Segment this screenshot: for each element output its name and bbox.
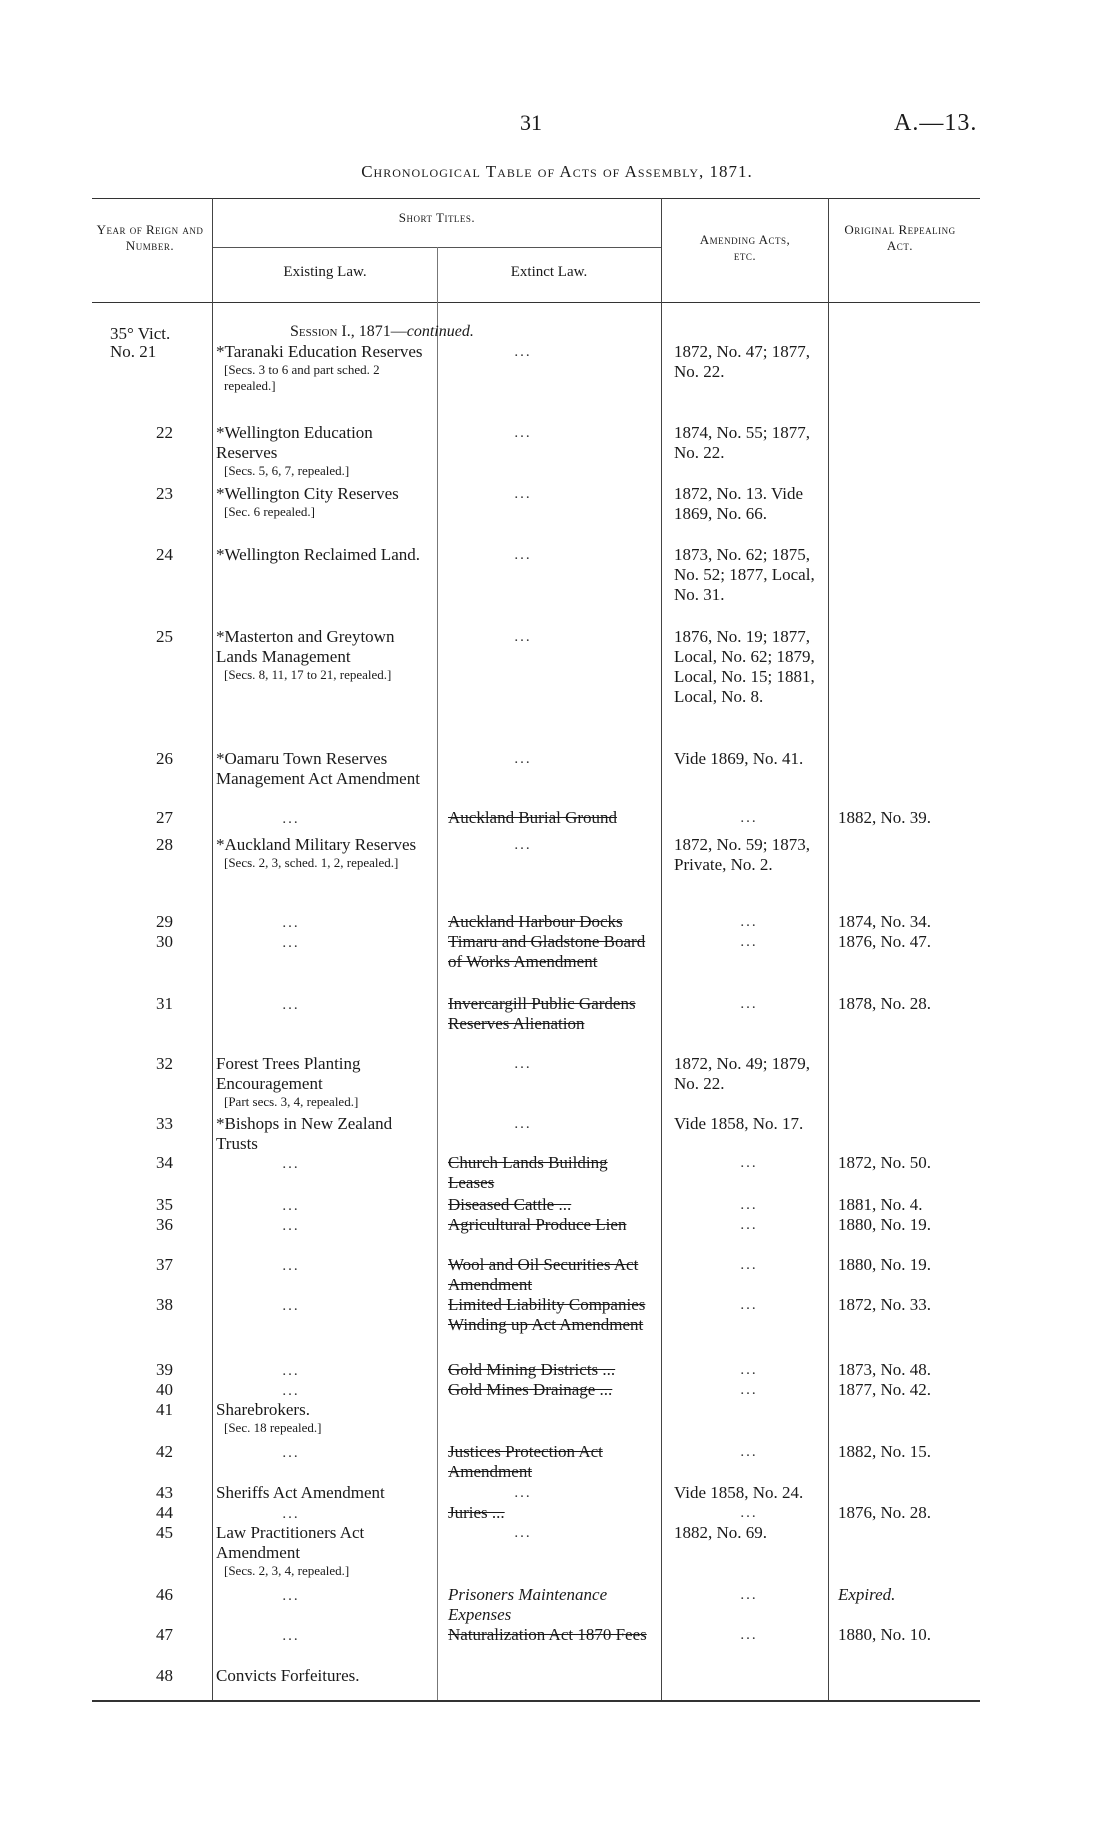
existing-title: ... <box>282 1383 300 1399</box>
page-number: 31 <box>520 110 542 135</box>
amending-acts: ... <box>740 1627 758 1643</box>
repealing-act: 1877, No. 42. <box>838 1380 932 1399</box>
existing-title: *Wellington Education Reserves <box>216 423 373 462</box>
existing-law <box>216 749 430 789</box>
existing-title: ... <box>282 1298 300 1314</box>
existing-title: ... <box>282 997 300 1013</box>
act-number: 24 <box>156 545 173 564</box>
amending-acts: ... <box>740 1444 758 1460</box>
act-number: 36 <box>156 1215 173 1234</box>
extinct-law: ... <box>514 751 532 767</box>
extinct-law: ... <box>514 1116 532 1132</box>
extinct-law: ... <box>514 547 532 563</box>
act-number: 39 <box>156 1360 173 1379</box>
extinct-law: ... <box>514 629 532 645</box>
act-number: 28 <box>156 835 173 854</box>
extinct-law: ... <box>514 1525 532 1541</box>
extinct-law: Naturalization Act 1870 Fees <box>448 1625 647 1644</box>
extinct-law: ... <box>514 837 532 853</box>
repeal-note: [Sec. 18 repealed.] <box>224 1420 322 1435</box>
column-divider <box>437 247 438 1700</box>
repealing-act: 1880, No. 19. <box>838 1255 932 1274</box>
existing-law <box>216 423 430 479</box>
act-number: 32 <box>156 1054 173 1073</box>
repealing-act: 1874, No. 34. <box>838 912 932 931</box>
existing-title: ... <box>282 935 300 951</box>
table-top-rule <box>92 198 980 199</box>
session-label: Session I., 1871—continued. <box>290 323 474 340</box>
amending-acts: 1876, No. 19; 1877, Local, No. 62; 1879, Local, No. 15; 1881, Local, No. 8. <box>674 627 815 706</box>
repealing-act: 1880, No. 19. <box>838 1215 932 1234</box>
extinct-law: ... <box>514 344 532 360</box>
extinct-law: Auckland Burial Ground <box>448 808 618 827</box>
existing-law <box>216 1195 366 1216</box>
existing-title: ... <box>282 1445 300 1461</box>
existing-law <box>216 1215 366 1236</box>
repeal-note: [Part secs. 3, 4, repealed.] <box>224 1094 359 1109</box>
extinct-law: Church Lands Building Leases <box>448 1153 608 1192</box>
act-number: No. 21 <box>110 342 157 361</box>
repealing-act: 1872, No. 33. <box>838 1295 932 1314</box>
existing-title: Sheriffs Act Amendment <box>216 1483 385 1502</box>
repeal-note: [Secs. 8, 11, 17 to 21, repealed.] <box>224 667 392 682</box>
existing-title: ... <box>282 915 300 931</box>
act-number: 47 <box>156 1625 173 1644</box>
existing-title: *Wellington City Reserves <box>216 484 399 503</box>
existing-title: *Taranaki Education Reserves <box>216 342 423 361</box>
existing-title: Law Practitioners Act Amendment <box>216 1523 365 1562</box>
act-number: 35 <box>156 1195 173 1214</box>
act-number: 48 <box>156 1666 173 1685</box>
repealing-act: 1882, No. 39. <box>838 808 932 827</box>
existing-title: ... <box>282 811 300 827</box>
extinct-law: ... <box>514 1056 532 1072</box>
amending-acts: ... <box>740 934 758 950</box>
act-number: 33 <box>156 1114 173 1133</box>
act-number: 42 <box>156 1442 173 1461</box>
amending-acts: 1872, No. 47; 1877, No. 22. <box>674 342 810 381</box>
existing-law <box>216 1255 366 1276</box>
amending-acts: ... <box>740 996 758 1012</box>
existing-title: ... <box>282 1198 300 1214</box>
repeal-note: [Secs. 2, 3, 4, repealed.] <box>224 1563 350 1578</box>
repealing-act: 1873, No. 48. <box>838 1360 932 1379</box>
act-number: 26 <box>156 749 173 768</box>
column-divider <box>661 198 662 1700</box>
existing-law <box>216 1054 430 1110</box>
header-repealing: Original Repealing Act. <box>844 222 956 253</box>
amending-acts: Vide 1858, No. 17. <box>674 1114 804 1133</box>
existing-law <box>216 1114 430 1154</box>
extinct-law: Gold Mining Districts ... <box>448 1360 616 1379</box>
amending-acts: ... <box>740 1197 758 1213</box>
existing-law <box>216 1400 430 1436</box>
extinct-law: Limited Liability Companies Winding up Act Amendment <box>448 1295 646 1334</box>
existing-title: ... <box>282 1363 300 1379</box>
act-number: 45 <box>156 1523 173 1542</box>
extinct-law: Diseased Cattle ... <box>448 1195 572 1214</box>
existing-law <box>216 808 366 829</box>
existing-title: Forest Trees Planting Encouragement <box>216 1054 361 1093</box>
amending-acts: 1874, No. 55; 1877, No. 22. <box>674 423 810 462</box>
act-number: 31 <box>156 994 173 1013</box>
amending-acts: ... <box>740 1505 758 1521</box>
existing-title: ... <box>282 1156 300 1172</box>
existing-law <box>216 994 366 1015</box>
amending-acts: ... <box>740 1587 758 1603</box>
header-amending: Amending Acts, etc. <box>699 232 791 263</box>
existing-title: *Oamaru Town Reserves Management Act Amendment <box>216 749 420 788</box>
amending-acts: ... <box>740 1362 758 1378</box>
existing-title: ... <box>282 1628 300 1644</box>
existing-title: *Wellington Reclaimed Land. <box>216 545 420 564</box>
amending-acts: ... <box>740 914 758 930</box>
act-number: 38 <box>156 1295 173 1314</box>
act-number: 41 <box>156 1400 173 1419</box>
amending-acts: ... <box>740 1297 758 1313</box>
existing-law <box>216 1295 366 1316</box>
existing-law <box>216 1380 366 1401</box>
extinct-law: ... <box>514 486 532 502</box>
extinct-law: Agricultural Produce Lien <box>448 1215 627 1234</box>
extinct-law: Invercargill Public Gardens Reserves Alienation <box>448 994 636 1033</box>
amending-acts: 1872, No. 13. Vide 1869, No. 66. <box>674 484 803 523</box>
header-extinct: Extinct Law. <box>510 264 588 280</box>
existing-title: *Auckland Military Reserves <box>216 835 417 854</box>
paper-reference: A.—13. <box>894 110 978 136</box>
column-divider <box>828 198 829 1700</box>
table-title: Chronological Table of Acts of Assembly, 1871. <box>361 162 753 181</box>
amending-acts: ... <box>740 1382 758 1398</box>
existing-law <box>216 1153 366 1174</box>
existing-title: ... <box>282 1506 300 1522</box>
act-number: 27 <box>156 808 173 827</box>
header-year: Year of Reign and Number. <box>96 222 204 253</box>
existing-title: Sharebrokers. <box>216 1400 310 1419</box>
existing-title: ... <box>282 1258 300 1274</box>
existing-law <box>216 627 430 683</box>
existing-law <box>216 545 430 565</box>
existing-law <box>216 912 366 933</box>
header-short-titles: Short Titles. <box>398 210 476 225</box>
column-divider <box>212 198 213 1700</box>
existing-title: ... <box>282 1218 300 1234</box>
existing-title: ... <box>282 1588 300 1604</box>
amending-acts: ... <box>740 1155 758 1171</box>
amending-acts: Vide 1869, No. 41. <box>674 749 804 768</box>
existing-law <box>216 484 430 520</box>
repealing-act: 1872, No. 50. <box>838 1153 932 1172</box>
act-number: 25 <box>156 627 173 646</box>
act-number: 40 <box>156 1380 173 1399</box>
act-number: 23 <box>156 484 173 503</box>
extinct-law: Auckland Harbour Docks <box>448 912 623 931</box>
repealing-act: 1880, No. 10. <box>838 1625 932 1644</box>
existing-law <box>216 1625 366 1646</box>
amending-acts: ... <box>740 1257 758 1273</box>
amending-acts: 1882, No. 69. <box>674 1523 768 1542</box>
existing-law <box>216 932 366 953</box>
amending-acts: Vide 1858, No. 24. <box>674 1483 804 1502</box>
amending-acts: 1872, No. 49; 1879, No. 22. <box>674 1054 810 1093</box>
existing-law <box>216 1442 366 1463</box>
extinct-law: ... <box>514 425 532 441</box>
repealing-act: 1876, No. 28. <box>838 1503 932 1522</box>
existing-law <box>216 1523 430 1579</box>
existing-law <box>216 1503 366 1524</box>
extinct-law: Juries ... <box>448 1503 505 1522</box>
table-bottom-rule <box>92 1700 980 1702</box>
extinct-law: Justices Protection Act Amendment <box>448 1442 603 1481</box>
existing-title: Convicts Forfeitures. <box>216 1666 360 1685</box>
act-number: 43 <box>156 1483 173 1502</box>
amending-acts: ... <box>740 1217 758 1233</box>
extinct-law: Timaru and Gladstone Board of Works Amendment <box>448 932 646 971</box>
act-number: 34 <box>156 1153 173 1172</box>
extinct-law: Wool and Oil Securities Act Amendment <box>448 1255 639 1294</box>
repealing-act: 1882, No. 15. <box>838 1442 932 1461</box>
act-number: 30 <box>156 932 173 951</box>
existing-law <box>216 835 430 871</box>
existing-law <box>216 1360 366 1381</box>
repeal-note: [Sec. 6 repealed.] <box>224 504 315 519</box>
repeal-note: [Secs. 2, 3, sched. 1, 2, repealed.] <box>224 855 399 870</box>
act-number: 46 <box>156 1585 173 1604</box>
repealing-act: 1876, No. 47. <box>838 932 932 951</box>
existing-law <box>216 342 430 394</box>
extinct-law: ... <box>514 1485 532 1501</box>
header-bottom-rule <box>92 302 980 303</box>
amending-acts: ... <box>740 810 758 826</box>
act-number: 29 <box>156 912 173 931</box>
act-number: 44 <box>156 1503 173 1522</box>
existing-law <box>216 1483 430 1503</box>
existing-law <box>216 1585 366 1606</box>
existing-title: *Bishops in New Zealand Trusts <box>216 1114 393 1153</box>
act-number: 22 <box>156 423 173 442</box>
existing-law <box>216 1666 430 1686</box>
header-existing: Existing Law. <box>283 264 367 280</box>
repealing-act: 1878, No. 28. <box>838 994 932 1013</box>
extinct-law: Gold Mines Drainage ... <box>448 1380 613 1399</box>
extinct-law: Prisoners Maintenance Expenses <box>448 1585 608 1624</box>
repealing-act: Expired. <box>838 1585 896 1604</box>
repeal-note: [Secs. 5, 6, 7, repealed.] <box>224 463 350 478</box>
repeal-note: [Secs. 3 to 6 and part sched. 2 repealed.] <box>224 362 380 393</box>
repealing-act: 1881, No. 4. <box>838 1195 923 1214</box>
act-number: 37 <box>156 1255 173 1274</box>
existing-title: *Masterton and Greytown Lands Management <box>216 627 395 666</box>
reign-year: 35° Vict. <box>110 324 171 343</box>
amending-acts: 1873, No. 62; 1875, No. 52; 1877, Local, No. 31. <box>674 545 815 604</box>
amending-acts: 1872, No. 59; 1873, Private, No. 2. <box>674 835 810 874</box>
